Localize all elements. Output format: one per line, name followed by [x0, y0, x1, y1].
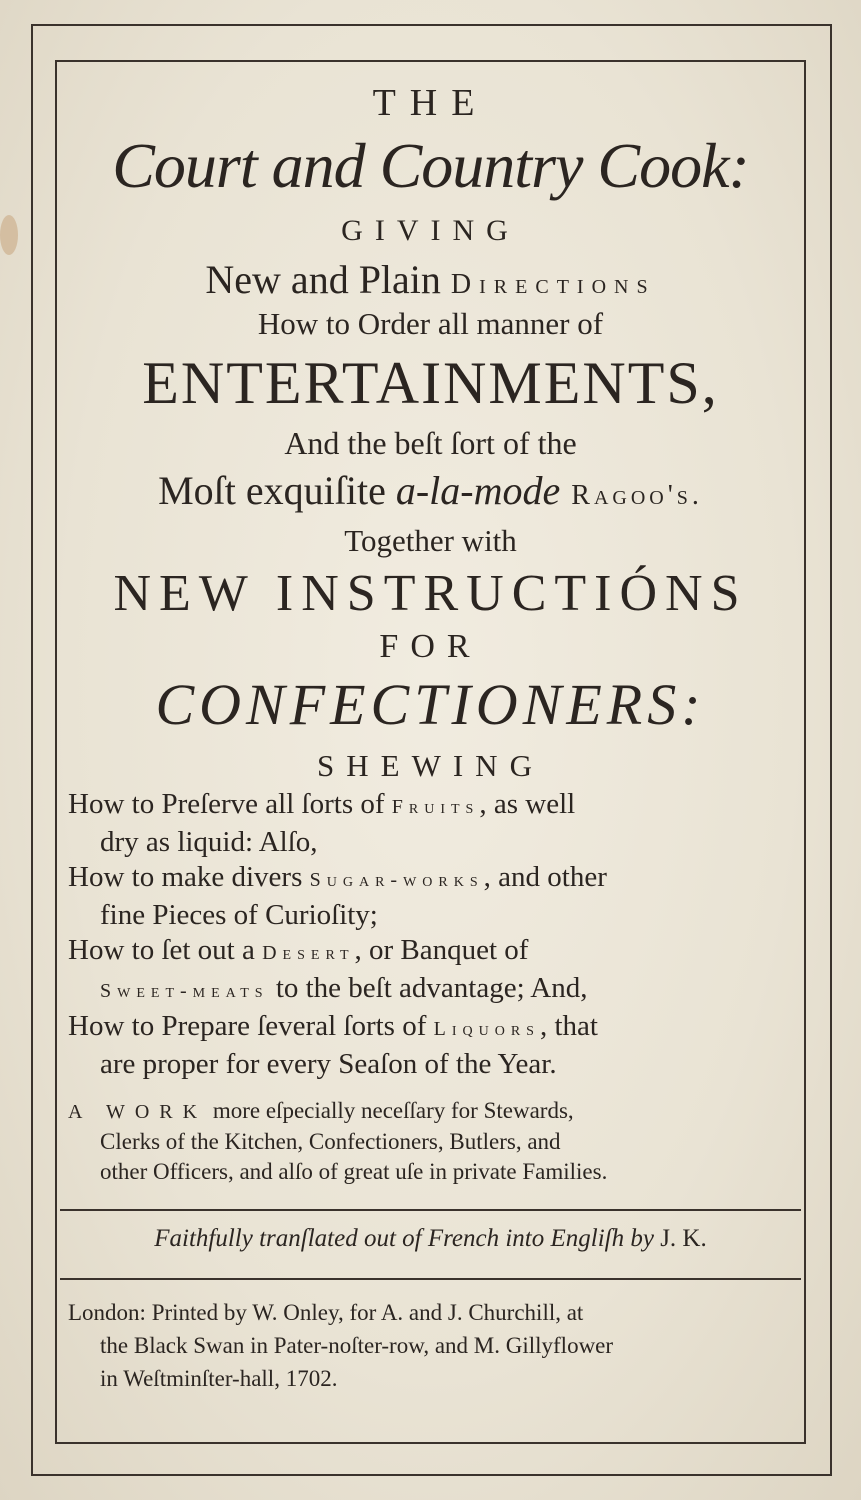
imprint: [60, 1296, 801, 1395]
title-page-text: [60, 64, 801, 1395]
list-item: [60, 933, 801, 1009]
directions-pre: New and Plain: [205, 257, 451, 302]
divider-rule: [60, 1278, 801, 1280]
how-to-order-line: How to Order all manner of: [257, 306, 604, 341]
translator-italic: Faithfully tranſlated out of French into Engliſh by: [154, 1225, 661, 1252]
new-instructions-heading: NEW INSTRUCTIÓNS: [113, 565, 748, 622]
item-smallcaps: Fruits: [391, 796, 480, 818]
item-first-line: [60, 860, 801, 898]
work-first-line: [60, 1096, 801, 1127]
item-text: , and other: [483, 861, 607, 893]
confectioners-heading: CONFECTIONERS:: [155, 672, 706, 737]
imprint-line-2: the Black Swan in Pater-noſter-row, and M. Gillyflower: [100, 1333, 614, 1358]
translator-line: [60, 1225, 801, 1253]
imprint-line-1: London: Printed by W. Onley, for A. and J. Churchill, at: [68, 1300, 584, 1325]
work-line-3: other Officers, and alſo of great uſe in private Families.: [100, 1159, 608, 1184]
item-smallcaps: Sugar-works: [309, 869, 484, 891]
shewing-line: SHEWING: [317, 748, 544, 783]
giving-line: GIVING: [341, 214, 520, 247]
item-continuation: dry as liquid: Alſo,: [100, 826, 318, 858]
item-first-line: [60, 787, 801, 825]
entertainments-heading: ENTERTAINMENTS,: [142, 350, 719, 416]
contents-list: [60, 787, 801, 1082]
item-text: , as well: [479, 788, 576, 820]
paper-stain: [0, 215, 18, 255]
best-sort-line: And the beſt ſort of the: [284, 425, 577, 461]
work-description: [60, 1096, 801, 1187]
book-title: Court and Country Cook:: [112, 130, 749, 201]
ragoo-pre: Moſt exquiſite: [158, 468, 396, 513]
work-line-2: Clerks of the Kitchen, Confectioners, Butlers, and: [100, 1129, 561, 1154]
item-smallcaps: Desert: [262, 942, 355, 964]
for-line: FOR: [379, 628, 482, 665]
item-text: How to Preſerve all ſorts of: [68, 788, 392, 820]
ragoo-italic: a-la-mode: [395, 468, 561, 513]
item-smallcaps: Sweet-meats: [100, 980, 269, 1002]
ragoo-line: [60, 468, 801, 513]
list-item: [60, 787, 801, 860]
item-text: to the beſt advantage; And,: [268, 972, 588, 1004]
divider-rule: [60, 1209, 801, 1211]
work-smallcaps: A WORK: [68, 1101, 208, 1123]
directions-smallcaps: Directions: [450, 269, 656, 300]
item-continuation: [60, 971, 801, 1009]
item-text: How to make divers: [68, 861, 310, 893]
item-first-line: [60, 1009, 801, 1047]
item-text: How to ſet out a: [68, 934, 263, 966]
item-smallcaps: Liquors: [433, 1018, 540, 1040]
item-continuation: are proper for every Seaſon of the Year.: [100, 1048, 557, 1080]
translator-initials: J. K.: [660, 1225, 707, 1252]
item-text: How to Prepare ſeveral ſorts of: [68, 1010, 434, 1042]
list-item: [60, 860, 801, 933]
item-text: , that: [539, 1010, 598, 1042]
ragoo-smallcaps: Ragoo's.: [560, 480, 703, 511]
together-with-line: Together with: [344, 523, 517, 558]
work-text: more eſpecially neceſſary for Stewards,: [207, 1098, 574, 1123]
item-text: , or Banquet of: [354, 934, 529, 966]
directions-line: [60, 257, 801, 302]
title-the: THE: [372, 82, 489, 124]
item-first-line: [60, 933, 801, 971]
imprint-line-3: in Weſtminſter-hall, 1702.: [100, 1366, 338, 1391]
item-continuation: fine Pieces of Curioſity;: [100, 899, 378, 931]
list-item: [60, 1009, 801, 1082]
